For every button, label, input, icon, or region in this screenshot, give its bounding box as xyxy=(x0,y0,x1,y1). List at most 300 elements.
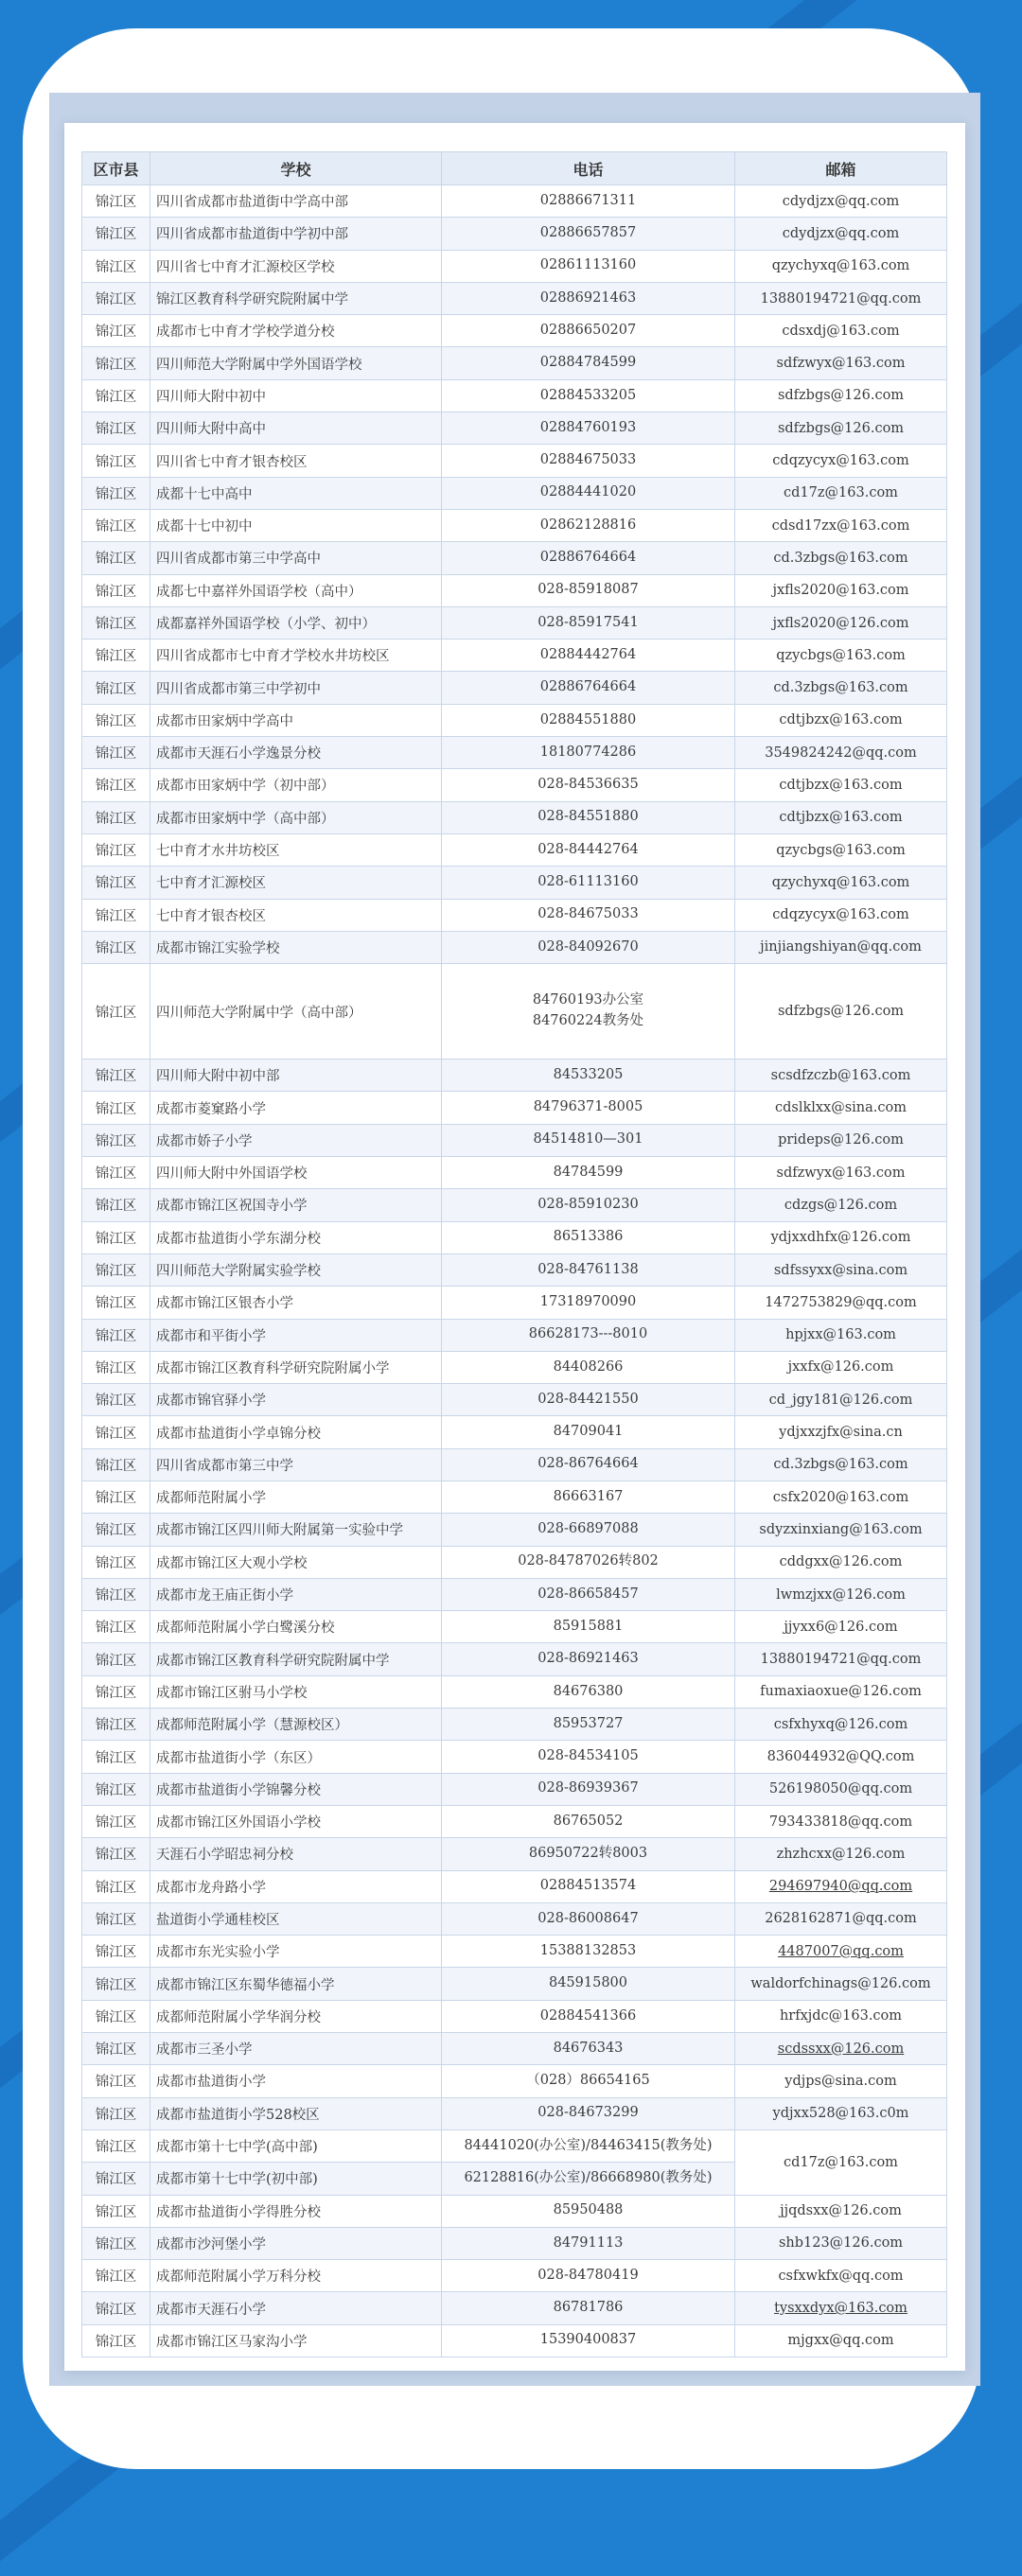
district-cell: 锦江区 xyxy=(82,1805,150,1837)
email-cell: sdfzwyx@163.com xyxy=(735,1157,947,1189)
phone-text: 02861113160 xyxy=(539,257,637,273)
district-cell: 锦江区 xyxy=(82,1611,150,1643)
district-cell: 锦江区 xyxy=(82,379,150,412)
table-row xyxy=(82,509,947,541)
table-row xyxy=(82,1189,947,1221)
school-cell: 成都市盐道街小学得胜分校 xyxy=(150,2195,442,2227)
phone-text: 028-84673299 xyxy=(537,2105,639,2121)
table-row xyxy=(82,1481,947,1513)
district-cell: 锦江区 xyxy=(82,1448,150,1481)
district-cell: 锦江区 xyxy=(82,1060,150,1092)
school-cell: 成都市三圣小学 xyxy=(150,2033,442,2065)
school-cell: 成都十七中初中 xyxy=(150,509,442,541)
table-row xyxy=(82,1416,947,1448)
email-cell: jxfls2020@163.com xyxy=(735,574,947,606)
school-cell: 成都嘉祥外国语学校（小学、初中） xyxy=(150,606,442,639)
email-cell: 13880194721@qq.com xyxy=(735,282,947,314)
district-cell: 锦江区 xyxy=(82,542,150,574)
email-cell: jjqdsxx@126.com xyxy=(735,2195,947,2227)
school-cell: 成都市盐道街小学卓锦分校 xyxy=(150,1416,442,1448)
phone-text: 85950488 xyxy=(553,2202,624,2218)
phone-text: 028-86658457 xyxy=(537,1586,639,1602)
school-cell: 成都市龙舟路小学 xyxy=(150,1870,442,1902)
district-cell: 锦江区 xyxy=(82,737,150,769)
phone-cell xyxy=(442,1092,735,1124)
table-row xyxy=(82,1253,947,1286)
district-cell: 锦江区 xyxy=(82,801,150,833)
email-cell: qzycbgs@163.com xyxy=(735,640,947,672)
phone-text: 15390400837 xyxy=(539,2332,637,2348)
header-email: 邮箱 xyxy=(735,152,947,185)
school-cell: 四川省成都市第三中学 xyxy=(150,1448,442,1481)
table-row xyxy=(82,1870,947,1902)
email-cell: cd_jgy181@126.com xyxy=(735,1384,947,1416)
school-cell: 七中育才水井坊校区 xyxy=(150,833,442,866)
phone-cell xyxy=(442,1384,735,1416)
school-cell: 成都市盐道街小学东湖分校 xyxy=(150,1221,442,1253)
table-row xyxy=(82,218,947,250)
phone-cell xyxy=(442,2195,735,2227)
phone-cell xyxy=(442,509,735,541)
email-cell: 3549824242@qq.com xyxy=(735,737,947,769)
email-cell: cdqzycyx@163.com xyxy=(735,445,947,477)
phone-text: 84408266 xyxy=(553,1358,624,1375)
district-cell: 锦江区 xyxy=(82,2097,150,2129)
email-cell: 4487007@qq.com xyxy=(735,1936,947,1968)
school-cell: 成都市锦官驿小学 xyxy=(150,1384,442,1416)
school-cell: 成都十七中高中 xyxy=(150,477,442,509)
phone-text: 02886657857 xyxy=(539,225,637,241)
phone-cell xyxy=(442,1287,735,1319)
table-row xyxy=(82,412,947,445)
district-cell: 锦江区 xyxy=(82,2195,150,2227)
email-cell: sdfzbgs@126.com xyxy=(735,964,947,1060)
phone-cell xyxy=(442,704,735,736)
email-cell: 1472753829@qq.com xyxy=(735,1287,947,1319)
table-row xyxy=(82,2292,947,2324)
school-cell: 成都师范附属小学（慧源校区） xyxy=(150,1709,442,1741)
district-cell: 锦江区 xyxy=(82,509,150,541)
table-row xyxy=(82,185,947,218)
email-cell: scsdfzczb@163.com xyxy=(735,1060,947,1092)
phone-cell xyxy=(442,412,735,445)
school-cell: 成都市田家炳中学高中 xyxy=(150,704,442,736)
phone-text: 02886650207 xyxy=(539,322,637,338)
district-cell: 锦江区 xyxy=(82,1709,150,1741)
phone-cell xyxy=(442,1838,735,1870)
phone-text: 028-84442764 xyxy=(537,841,639,857)
school-cell: 四川省成都市第三中学初中 xyxy=(150,672,442,704)
district-cell: 锦江区 xyxy=(82,1578,150,1610)
school-cell: 成都市菱窠路小学 xyxy=(150,1092,442,1124)
phone-text: 86513386 xyxy=(553,1229,624,1245)
phone-text: 02886671311 xyxy=(539,192,637,208)
school-cell: 成都七中嘉祥外国语学校（高中） xyxy=(150,574,442,606)
school-cell: 成都市锦江区东蜀华德福小学 xyxy=(150,1968,442,2000)
phone-text: 84760193办公室 xyxy=(532,992,644,1008)
phone-cell xyxy=(442,574,735,606)
district-cell: 锦江区 xyxy=(82,1741,150,1773)
phone-cell xyxy=(442,1936,735,1968)
phone-cell xyxy=(442,1514,735,1546)
school-cell: 成都师范附属小学华润分校 xyxy=(150,2000,442,2032)
district-cell: 锦江区 xyxy=(82,412,150,445)
school-cell: 成都市盐道街小学 xyxy=(150,2065,442,2097)
table-row xyxy=(82,1773,947,1805)
email-cell: jxxfx@126.com xyxy=(735,1351,947,1383)
email-cell: hpjxx@163.com xyxy=(735,1319,947,1351)
district-cell: 锦江区 xyxy=(82,1384,150,1416)
phone-cell xyxy=(442,1611,735,1643)
school-cell: 天涯石小学昭忠祠分校 xyxy=(150,1838,442,1870)
email-cell: ydjxxzjfx@sina.cn xyxy=(735,1416,947,1448)
phone-text: 86765052 xyxy=(553,1813,624,1829)
phone-cell xyxy=(442,2129,735,2162)
phone-cell xyxy=(442,1416,735,1448)
phone-cell xyxy=(442,2292,735,2324)
email-cell: cd.3zbgs@163.com xyxy=(735,542,947,574)
district-cell: 锦江区 xyxy=(82,574,150,606)
district-cell: 锦江区 xyxy=(82,1319,150,1351)
phone-cell xyxy=(442,2227,735,2259)
phone-text: 85915881 xyxy=(553,1618,624,1634)
phone-cell xyxy=(442,282,735,314)
table-row xyxy=(82,1611,947,1643)
phone-text: （028）86654165 xyxy=(526,2073,650,2089)
table-row xyxy=(82,737,947,769)
district-cell: 锦江区 xyxy=(82,1838,150,1870)
district-cell: 锦江区 xyxy=(82,2324,150,2357)
phone-text: 845915800 xyxy=(548,1975,628,1991)
phone-text: 02886764664 xyxy=(539,679,637,695)
phone-cell xyxy=(442,1870,735,1902)
table-row xyxy=(82,250,947,282)
school-cell: 成都市盐道街小学（东区） xyxy=(150,1741,442,1773)
phone-cell xyxy=(442,1060,735,1092)
phone-text: 028-84421550 xyxy=(537,1391,639,1407)
district-cell: 锦江区 xyxy=(82,867,150,899)
email-cell: cdydjzx@qq.com xyxy=(735,218,947,250)
phone-text: 86663167 xyxy=(553,1488,624,1504)
district-cell: 锦江区 xyxy=(82,769,150,801)
phone-cell xyxy=(442,347,735,379)
phone-text: 028-85910230 xyxy=(537,1197,639,1213)
phone-cell xyxy=(442,606,735,639)
phone-text: 028-84536635 xyxy=(537,777,639,793)
school-cell: 四川省成都市七中育才学校水井坊校区 xyxy=(150,640,442,672)
phone-text: 85953727 xyxy=(553,1715,624,1731)
phone-text: 028-86008647 xyxy=(537,1910,639,1926)
school-cell: 成都市七中育才学校学道分校 xyxy=(150,315,442,347)
phone-cell xyxy=(442,1805,735,1837)
school-cell: 成都市锦江区四川师大附属第一实验中学 xyxy=(150,1514,442,1546)
district-cell: 锦江区 xyxy=(82,1546,150,1578)
email-cell: cd17z@163.com xyxy=(735,477,947,509)
phone-cell xyxy=(442,769,735,801)
phone-text: 84709041 xyxy=(553,1424,624,1440)
phone-text: 84514810—301 xyxy=(533,1131,643,1148)
table-row xyxy=(82,542,947,574)
table-row xyxy=(82,867,947,899)
email-cell: scdssxx@126.com xyxy=(735,2033,947,2065)
phone-text: 17318970090 xyxy=(539,1293,637,1309)
phone-cell xyxy=(442,1773,735,1805)
district-cell: 锦江区 xyxy=(82,1481,150,1513)
phone-cell xyxy=(442,931,735,963)
district-cell: 锦江区 xyxy=(82,899,150,931)
email-cell: ydjxx528@163.c0m xyxy=(735,2097,947,2129)
phone-text: 028-66897088 xyxy=(537,1521,639,1537)
phone-text: 02884533205 xyxy=(539,387,637,403)
district-cell: 锦江区 xyxy=(82,931,150,963)
school-cell: 成都市锦江实验学校 xyxy=(150,931,442,963)
table-row xyxy=(82,2195,947,2227)
phone-cell xyxy=(442,2260,735,2292)
email-cell: sdfzbgs@126.com xyxy=(735,412,947,445)
phone-text: 028-86939367 xyxy=(537,1780,639,1796)
school-cell: 成都师范附属小学 xyxy=(150,1481,442,1513)
table-row xyxy=(82,1124,947,1156)
phone-cell xyxy=(442,185,735,218)
phone-text: 02884441020 xyxy=(539,484,637,500)
email-cell: 294697940@qq.com xyxy=(735,1870,947,1902)
email-cell: jinjiangshiyan@qq.com xyxy=(735,931,947,963)
district-cell: 锦江区 xyxy=(82,1643,150,1675)
phone-text-secondary: 84760224教务处 xyxy=(532,1013,644,1029)
phone-cell xyxy=(442,1643,735,1675)
phone-text: 028-84551880 xyxy=(537,809,639,825)
table-row xyxy=(82,1287,947,1319)
email-cell: cd.3zbgs@163.com xyxy=(735,672,947,704)
email-cell: cdtjbzx@163.com xyxy=(735,801,947,833)
phone-text: 028-84761138 xyxy=(537,1261,639,1277)
phone-text: 028-84787026转802 xyxy=(518,1553,659,1569)
phone-cell xyxy=(442,315,735,347)
table-header-row xyxy=(82,152,947,185)
school-cell: 四川省成都市第三中学高中 xyxy=(150,542,442,574)
district-cell: 锦江区 xyxy=(82,640,150,672)
district-cell: 锦江区 xyxy=(82,1936,150,1968)
email-cell: cdydjzx@qq.com xyxy=(735,185,947,218)
phone-text: 028-84534105 xyxy=(537,1748,639,1764)
school-cell: 成都市盐道街小学528校区 xyxy=(150,2097,442,2129)
table-row xyxy=(82,833,947,866)
email-cell: cddgxx@126.com xyxy=(735,1546,947,1578)
email-cell: cdsxdj@163.com xyxy=(735,315,947,347)
table-row xyxy=(82,1709,947,1741)
phone-text: 02886921463 xyxy=(539,289,637,306)
header-phone: 电话 xyxy=(442,152,735,185)
district-cell: 锦江区 xyxy=(82,672,150,704)
phone-cell xyxy=(442,1253,735,1286)
school-cell: 锦江区教育科学研究院附属中学 xyxy=(150,282,442,314)
table-row xyxy=(82,899,947,931)
phone-text: 84796371-8005 xyxy=(533,1099,643,1115)
school-cell: 四川师范大学附属中学外国语学校 xyxy=(150,347,442,379)
school-cell: 四川省成都市盐道街中学高中部 xyxy=(150,185,442,218)
table-row xyxy=(82,1448,947,1481)
table-row xyxy=(82,2324,947,2357)
phone-cell xyxy=(442,1741,735,1773)
school-cell: 四川省七中育才银杏校区 xyxy=(150,445,442,477)
phone-text: 62128816(办公室)/86668980(教务处) xyxy=(464,2169,713,2185)
table-row xyxy=(82,1157,947,1189)
district-cell: 锦江区 xyxy=(82,1287,150,1319)
district-cell: 锦江区 xyxy=(82,1253,150,1286)
district-cell: 锦江区 xyxy=(82,1189,150,1221)
table-row xyxy=(82,1838,947,1870)
table-row xyxy=(82,1514,947,1546)
phone-cell xyxy=(442,2065,735,2097)
district-cell: 锦江区 xyxy=(82,2000,150,2032)
district-cell: 锦江区 xyxy=(82,315,150,347)
table-row xyxy=(82,769,947,801)
phone-text: 028-86764664 xyxy=(537,1456,639,1472)
email-cell: cdslklxx@sina.com xyxy=(735,1092,947,1124)
phone-cell xyxy=(442,964,735,1060)
email-cell: cdtjbzx@163.com xyxy=(735,704,947,736)
phone-text: 028-86921463 xyxy=(537,1651,639,1667)
table-row xyxy=(82,315,947,347)
header-school: 学校 xyxy=(150,152,442,185)
table-row xyxy=(82,574,947,606)
table-row xyxy=(82,1092,947,1124)
phone-text: 84676343 xyxy=(553,2040,624,2056)
table-body xyxy=(82,185,947,2357)
phone-cell xyxy=(442,1319,735,1351)
table-row xyxy=(82,1805,947,1837)
district-cell: 锦江区 xyxy=(82,477,150,509)
school-cell: 七中育才银杏校区 xyxy=(150,899,442,931)
phone-text: 84441020(办公室)/84463415(教务处) xyxy=(464,2137,713,2153)
table-row xyxy=(82,1319,947,1351)
district-cell: 锦江区 xyxy=(82,1870,150,1902)
district-cell: 锦江区 xyxy=(82,2163,150,2195)
school-cell: 成都市田家炳中学（高中部） xyxy=(150,801,442,833)
school-cell: 四川师范大学附属中学（高中部） xyxy=(150,964,442,1060)
table-row xyxy=(82,1060,947,1092)
school-cell: 四川省七中育才汇源校区学校 xyxy=(150,250,442,282)
table-row xyxy=(82,2000,947,2032)
phone-cell xyxy=(442,737,735,769)
email-cell: qzycbgs@163.com xyxy=(735,833,947,866)
email-cell: shb123@126.com xyxy=(735,2227,947,2259)
district-cell: 锦江区 xyxy=(82,347,150,379)
school-cell: 成都市锦江区外国语小学校 xyxy=(150,1805,442,1837)
email-cell: 2628162871@qq.com xyxy=(735,1902,947,1935)
school-cell: 四川师大附中外国语学校 xyxy=(150,1157,442,1189)
school-cell: 四川师大附中初中部 xyxy=(150,1060,442,1092)
school-cell: 四川师大附中初中 xyxy=(150,379,442,412)
phone-text: 15388132853 xyxy=(539,1942,637,1958)
email-cell: sdfssyxx@sina.com xyxy=(735,1253,947,1286)
district-cell: 锦江区 xyxy=(82,2129,150,2162)
district-cell: 锦江区 xyxy=(82,704,150,736)
school-cell: 成都市锦江区马家沟小学 xyxy=(150,2324,442,2357)
phone-cell xyxy=(442,1221,735,1253)
district-cell: 锦江区 xyxy=(82,2227,150,2259)
table-row xyxy=(82,282,947,314)
school-cell: 四川师范大学附属实验学校 xyxy=(150,1253,442,1286)
email-cell: mjgxx@qq.com xyxy=(735,2324,947,2357)
table-row xyxy=(82,1384,947,1416)
email-cell: cdqzycyx@163.com xyxy=(735,899,947,931)
table-row xyxy=(82,964,947,1060)
phone-cell xyxy=(442,1124,735,1156)
email-cell: jxfls2020@126.com xyxy=(735,606,947,639)
school-cell: 成都市龙王庙正街小学 xyxy=(150,1578,442,1610)
phone-cell xyxy=(442,250,735,282)
email-cell: fumaxiaoxue@126.com xyxy=(735,1675,947,1708)
school-cell: 七中育才汇源校区 xyxy=(150,867,442,899)
phone-text: 02886764664 xyxy=(539,550,637,566)
table-row xyxy=(82,1675,947,1708)
district-cell: 锦江区 xyxy=(82,1968,150,2000)
school-cell: 四川师大附中高中 xyxy=(150,412,442,445)
email-cell: ydjps@sina.com xyxy=(735,2065,947,2097)
district-cell: 锦江区 xyxy=(82,1514,150,1546)
school-cell: 成都师范附属小学白鹭溪分校 xyxy=(150,1611,442,1643)
table-row xyxy=(82,1741,947,1773)
district-cell: 锦江区 xyxy=(82,282,150,314)
district-cell: 锦江区 xyxy=(82,606,150,639)
phone-text: 84791113 xyxy=(553,2234,624,2251)
phone-cell xyxy=(442,672,735,704)
phone-cell xyxy=(442,1189,735,1221)
phone-text: 86950722转8003 xyxy=(528,1846,648,1862)
phone-cell xyxy=(442,899,735,931)
phone-text: 028-61113160 xyxy=(537,874,639,889)
table-row xyxy=(82,1902,947,1935)
phone-text: 02884784599 xyxy=(539,355,637,371)
table-row xyxy=(82,1936,947,1968)
table-row xyxy=(82,2227,947,2259)
phone-text: 02884675033 xyxy=(539,452,637,468)
table-row xyxy=(82,379,947,412)
school-contact-table xyxy=(81,151,947,2357)
phone-text: 02862128816 xyxy=(539,517,637,533)
district-cell: 锦江区 xyxy=(82,2033,150,2065)
email-cell: waldorfchinags@126.com xyxy=(735,1968,947,2000)
email-cell: jjyxx6@126.com xyxy=(735,1611,947,1643)
email-cell: sdfzbgs@126.com xyxy=(735,379,947,412)
school-cell: 四川省成都市盐道街中学初中部 xyxy=(150,218,442,250)
phone-cell xyxy=(442,218,735,250)
school-cell: 成都市锦江区教育科学研究院附属中学 xyxy=(150,1643,442,1675)
school-cell: 成都市娇子小学 xyxy=(150,1124,442,1156)
phone-cell xyxy=(442,1709,735,1741)
phone-cell xyxy=(442,477,735,509)
table-row xyxy=(82,704,947,736)
email-cell: csfxwkfx@qq.com xyxy=(735,2260,947,2292)
school-cell: 成都市锦江区教育科学研究院附属小学 xyxy=(150,1351,442,1383)
phone-cell xyxy=(442,1481,735,1513)
email-cell: 13880194721@qq.com xyxy=(735,1643,947,1675)
school-cell: 成都市第十七中学(初中部) xyxy=(150,2163,442,2195)
table-row xyxy=(82,445,947,477)
phone-text: 028-84092670 xyxy=(537,938,639,955)
phone-text: 86628173---8010 xyxy=(528,1326,648,1342)
email-cell: tysxxdyx@163.com xyxy=(735,2292,947,2324)
phone-cell xyxy=(442,640,735,672)
email-cell: zhzhcxx@126.com xyxy=(735,1838,947,1870)
phone-cell xyxy=(442,1546,735,1578)
school-cell: 成都师范附属小学万科分校 xyxy=(150,2260,442,2292)
email-cell: 793433818@qq.com xyxy=(735,1805,947,1837)
table-row xyxy=(82,672,947,704)
table-row xyxy=(82,640,947,672)
phone-cell xyxy=(442,445,735,477)
